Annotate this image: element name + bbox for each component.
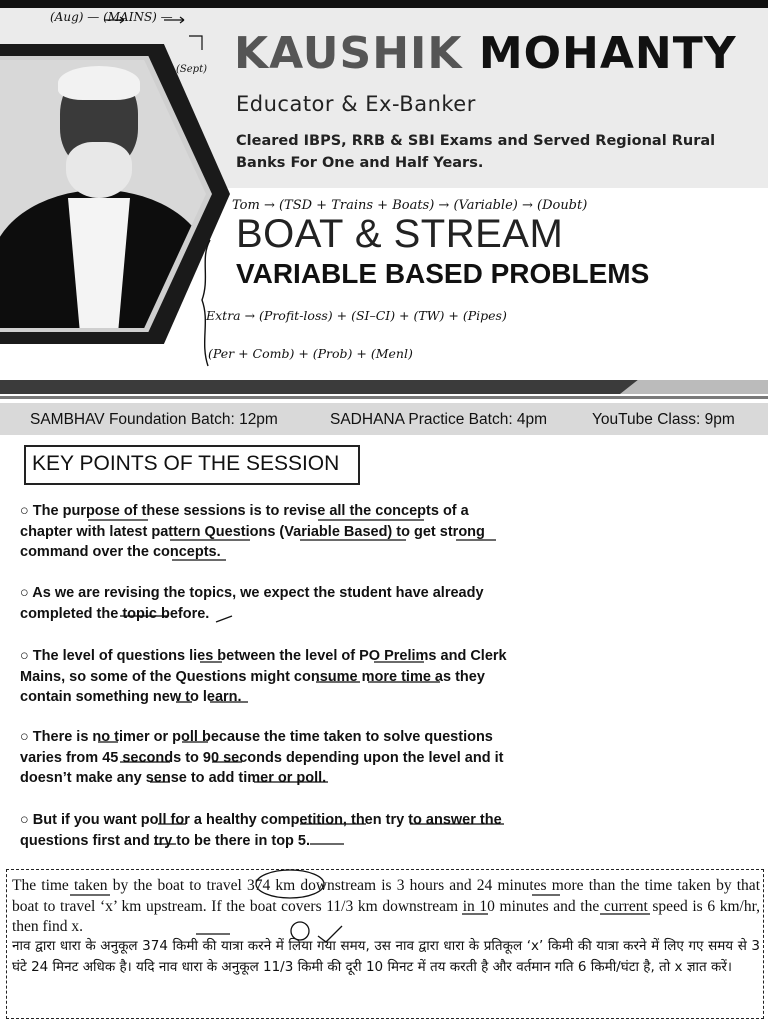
educator-name (234, 24, 737, 84)
page-title: BOAT & STREAM (236, 212, 564, 256)
photo-hair (58, 66, 140, 100)
top-border (0, 0, 768, 8)
batch-youtube: YouTube Class: 9pm (592, 411, 735, 428)
key-point-item: ○ But if you want poll for a healthy competition, then try to answer the questions first and try to be there in top 5. (20, 812, 502, 849)
header-divider-line (0, 396, 768, 399)
handwritten-note-extra: Extra → (Profit-loss) + (SI–CI) + (TW) + (Pipes) (206, 308, 507, 323)
photo-beard (66, 142, 132, 198)
key-point-item: ○ There is no timer or poll because the time taken to solve questions varies from 45 seconds to 90 seconds depending upon the level and it doesn’t make any sense to add timer or poll. (20, 729, 504, 786)
batch-schedule-bar (0, 403, 768, 435)
key-point-item: ○ The level of questions lies between the level of PO Prelims and Clerk Mains, so some of the Questions might consume more time as they contain something new to learn. (20, 648, 507, 705)
educator-credentials: Cleared IBPS, RRB & SBI Exams and Served Regional Rural Banks For One and Half Years. (236, 133, 716, 171)
educator-subtitle: Educator & Ex-Banker (236, 92, 476, 116)
batch-sambhav: SAMBHAV Foundation Batch: 12pm (30, 411, 278, 428)
handwritten-note-sept: (Sept) (176, 64, 207, 75)
batch-sadhana: SADHANA Practice Batch: 4pm (330, 411, 548, 428)
name-first: KAUSHIK (234, 28, 463, 79)
handwritten-question-marks (0, 860, 768, 950)
question-hindi: नाव द्वारा धारा के अनुकूल 374 किमी की यात्रा करने में लिया गया समय, उस नाव द्वारा धारा के प्रतिकूल ‘x’ किमी की यात्रा करने में लिए गए समय से 3 घंटे 24 मिनट अधिक है। यदि नाव धारा के अनुकूल 11/3 किमी की दूरी 10 मिनट में तय करती है और वर्तमान गति 6 किमी/घंटा है, तो x ज्ञात करें। (12, 938, 760, 975)
question-english: The time taken by the boat to travel 374 km downstream is 3 hours and 24 minutes more than the time taken by that boat to travel ‘x’ km upstream. If the boat covers 11/3 km downstream in 10 minutes and the current speed is 6 km/hr, then find x. (12, 877, 760, 935)
header-divider-accent (620, 380, 768, 394)
key-points-title: KEY POINTS OF THE SESSION (32, 452, 340, 475)
handwritten-note-per-comb: (Per + Comb) + (Prob) + (Menl) (208, 346, 413, 361)
page-subtitle: VARIABLE BASED PROBLEMS (236, 258, 650, 289)
key-point-item: ○ The purpose of these sessions is to revise all the concepts of a chapter with latest pattern Questions (Variable Based) to get strong command over the concepts. (20, 503, 485, 560)
handwritten-brace (196, 238, 216, 368)
handwritten-arrows (54, 14, 214, 64)
handwritten-note-mains: (Aug) — (MAINS) — (50, 10, 173, 24)
name-last: MOHANTY (478, 28, 737, 79)
key-point-item: ○ As we are revising the topics, we expect the student have already completed the topic before. (20, 585, 484, 622)
handwritten-underlines (0, 490, 768, 870)
handwritten-note-topics: Tom → (TSD + Trains + Boats) → (Variable) → (Doubt) (232, 198, 588, 213)
